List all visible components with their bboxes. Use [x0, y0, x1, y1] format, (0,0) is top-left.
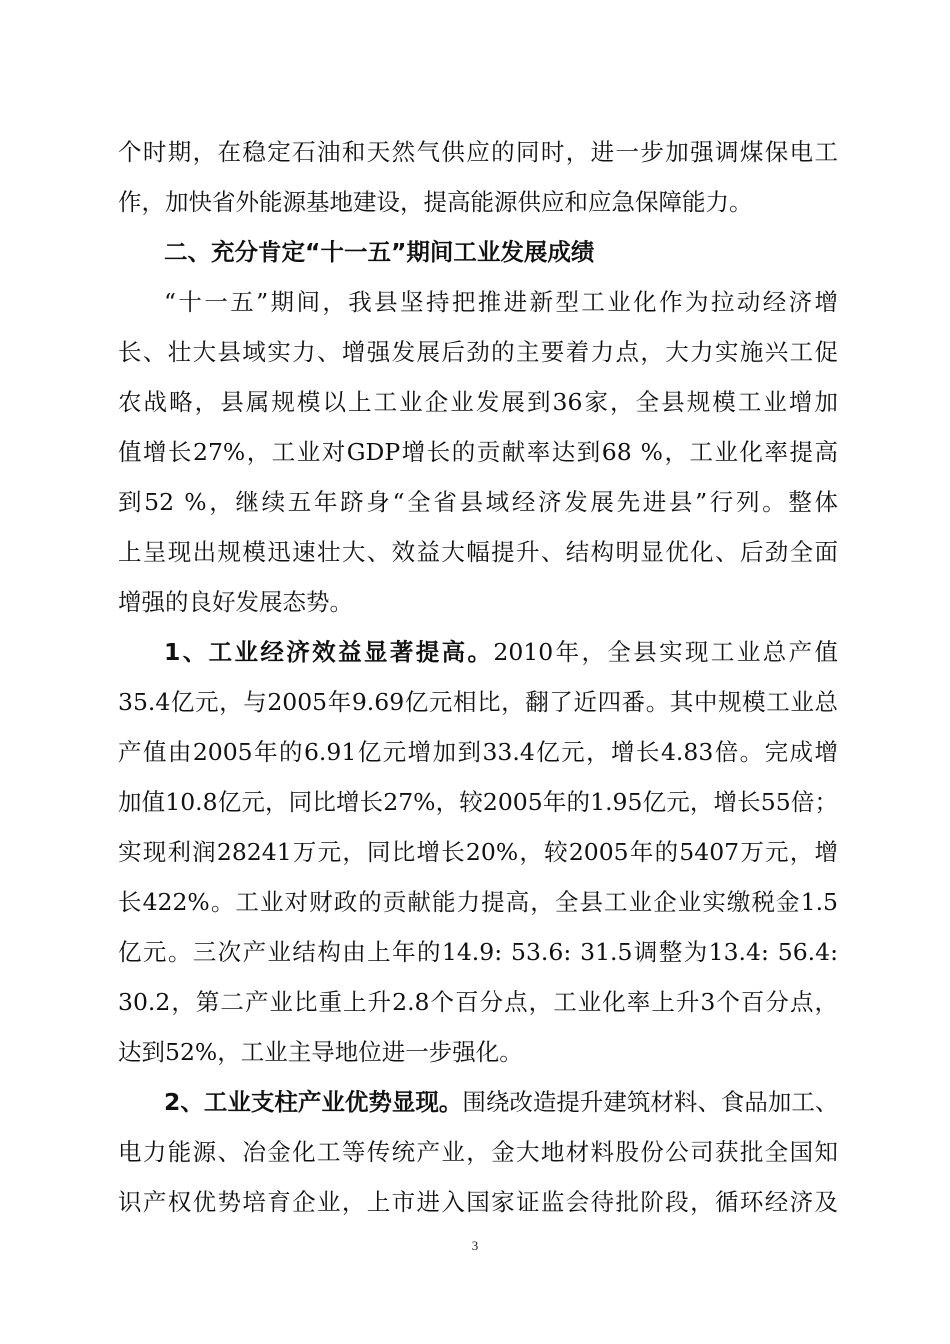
body-line: 到52 %，继续五年跻身“全省县域经济发展先进县”行列。整体 [118, 488, 838, 516]
body-line: 值增长27%，工业对GDP增长的贡献率达到68 %，工业化率提高 [118, 438, 838, 466]
body-line: 亿元。三次产业结构由上年的14.9: 53.6: 31.5调整为13.4: 56.4: [118, 938, 838, 966]
body-line: 实现利润28241万元，同比增长20%，较2005年的5407万元，增 [118, 838, 838, 866]
subsection-text: 2010年，全县实现工业总产值 [493, 638, 838, 666]
body-line: 农战略，县属规模以上工业企业发展到36家，全县规模工业增加 [118, 388, 838, 416]
subsection-title: 2、工业支柱产业优势显现。 [164, 1088, 463, 1116]
body-line: 35.4亿元，与2005年9.69亿元相比，翻了近四番。其中规模工业总 [118, 688, 838, 716]
body-line: 长422%。工业对财政的贡献能力提高，全县工业企业实缴税金1.5 [118, 888, 838, 916]
body-line: 识产权优势培育企业，上市进入国家证监会待批阶段，循环经济及 [118, 1188, 838, 1216]
subsection-line [164, 637, 838, 667]
body-line: 个时期，在稳定石油和天然气供应的同时，进一步加强调煤保电工 [118, 138, 838, 166]
subsection-text: 围绕改造提升建筑材料、食品加工、 [462, 1088, 839, 1116]
body-line: “十一五”期间，我县坚持把推进新型工业化作为拉动经济增 [164, 288, 838, 316]
body-line: 30.2，第二产业比重上升2.8个百分点，工业化率上升3个百分点， [118, 988, 838, 1016]
body-line: 作，加快省外能源基地建设，提高能源供应和应急保障能力。 [118, 188, 753, 216]
body-line: 电力能源、冶金化工等传统产业，金大地材料股份公司获批全国知 [118, 1138, 838, 1166]
body-line: 增强的良好发展态势。 [118, 588, 353, 616]
section-heading: 二、充分肯定“十一五”期间工业发展成绩 [164, 238, 595, 266]
subsection-title: 1、工业经济效益显著提高。 [164, 638, 494, 666]
body-line: 加值10.8亿元，同比增长27%，较2005年的1.95亿元，增长55倍； [118, 788, 838, 816]
body-line: 上呈现出规模迅速壮大、效益大幅提升、结构明显优化、后劲全面 [118, 538, 838, 566]
page-number: 3 [471, 1238, 479, 1253]
subsection-line [164, 1087, 838, 1117]
body-line: 产值由2005年的6.91亿元增加到33.4亿元，增长4.83倍。完成增 [118, 738, 838, 766]
body-line: 达到52%，工业主导地位进一步强化。 [118, 1038, 523, 1066]
body-line: 长、壮大县域实力、增强发展后劲的主要着力点，大力实施兴工促 [118, 338, 838, 366]
